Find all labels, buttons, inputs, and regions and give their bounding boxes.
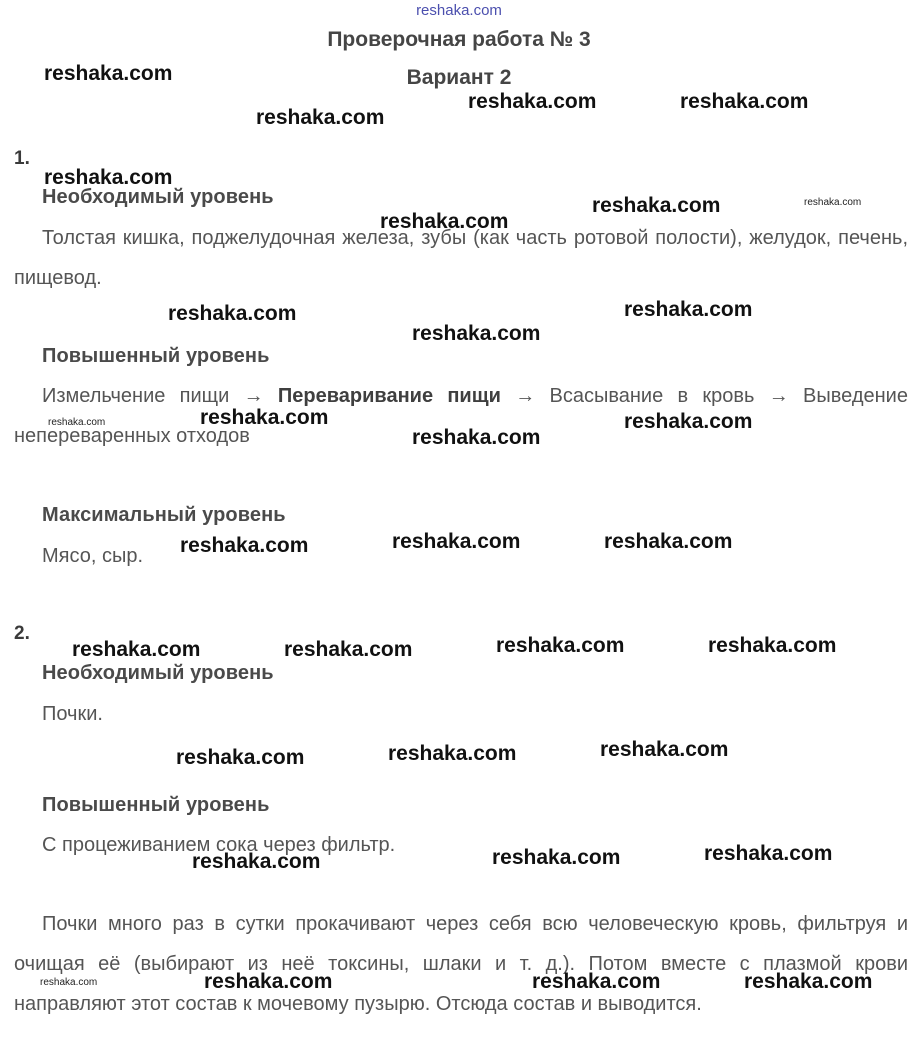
watermark: reshaka.com — [388, 742, 517, 765]
task1-required-heading: Необходимый уровень — [42, 186, 274, 208]
watermark: reshaka.com — [532, 970, 661, 993]
arrow-icon: → — [515, 385, 536, 407]
task2-required-answer: Почки. — [42, 703, 103, 725]
watermark: reshaka.com — [192, 850, 321, 873]
watermark: reshaka.com — [168, 302, 297, 325]
watermark: reshaka.com — [44, 62, 173, 85]
variant-heading: Вариант 2 — [406, 66, 512, 89]
watermark: reshaka.com — [804, 197, 862, 208]
watermark: reshaka.com — [204, 970, 333, 993]
watermark: reshaka.com — [624, 410, 753, 433]
watermark: reshaka.com — [72, 638, 201, 661]
step-2: Переваривание пищи — [277, 385, 501, 407]
task1-maximum-heading: Максимальный уровень — [42, 504, 286, 526]
watermark: reshaka.com — [180, 534, 309, 557]
watermark: reshaka.com — [492, 846, 621, 869]
task2-required-heading: Необходимый уровень — [42, 662, 274, 684]
watermark: reshaka.com — [392, 530, 521, 553]
watermark: reshaka.com — [600, 738, 729, 761]
task-number-1: 1. — [14, 148, 30, 169]
watermark: reshaka.com — [604, 530, 733, 553]
watermark: reshaka.com — [412, 322, 541, 345]
page-title: Проверочная работа № 3 — [327, 28, 591, 51]
arrow-icon: → — [243, 385, 264, 407]
arrow-icon: → — [768, 385, 789, 407]
task1-maximum-answer: Мясо, сыр. — [42, 545, 144, 567]
task2-advanced-answer: С процеживанием сока через фильтр. — [42, 834, 396, 856]
watermark: reshaka.com — [680, 90, 809, 113]
task1-required-answer: Толстая кишка, поджелудочная железа, зубы (как часть ротовой полости), желудок, печень, пищевод. — [14, 227, 908, 289]
watermark: reshaka.com — [380, 210, 509, 233]
step-4: Выведение непереваренных отходов — [14, 385, 908, 447]
watermark: reshaka.com — [200, 406, 329, 429]
step-1: Измельчение пищи — [42, 385, 230, 407]
watermark: reshaka.com — [284, 638, 413, 661]
watermark: reshaka.com — [496, 634, 625, 657]
task2-explanation: Почки много раз в сутки прокачивают через себя всю человеческую кровь, фильтруя и очищая её (выбирают из неё токсины, шлаки и т. д.). Потом вместе с плазмой крови направляют этот состав к мочевому пузырю. Отсюда состав и выводится. — [14, 913, 908, 1015]
watermark: reshaka.com — [744, 970, 873, 993]
task1-advanced-heading: Повышенный уровень — [42, 345, 270, 367]
watermark: reshaka.com — [708, 634, 837, 657]
task2-advanced-heading: Повышенный уровень — [42, 794, 270, 816]
watermark: reshaka.com — [176, 746, 305, 769]
step-3: Всасывание в кровь — [549, 385, 755, 407]
watermark: reshaka.com — [468, 90, 597, 113]
watermark: reshaka.com — [48, 417, 106, 428]
watermark: reshaka.com — [44, 166, 173, 189]
watermark: reshaka.com — [40, 977, 98, 988]
watermark: reshaka.com — [256, 106, 385, 129]
watermark: reshaka.com — [704, 842, 833, 865]
watermark: reshaka.com — [592, 194, 721, 217]
task-number-2: 2. — [14, 623, 30, 644]
watermark: reshaka.com — [412, 426, 541, 449]
watermark: reshaka.com — [624, 298, 753, 321]
site-link[interactable]: reshaka.com — [416, 2, 502, 19]
